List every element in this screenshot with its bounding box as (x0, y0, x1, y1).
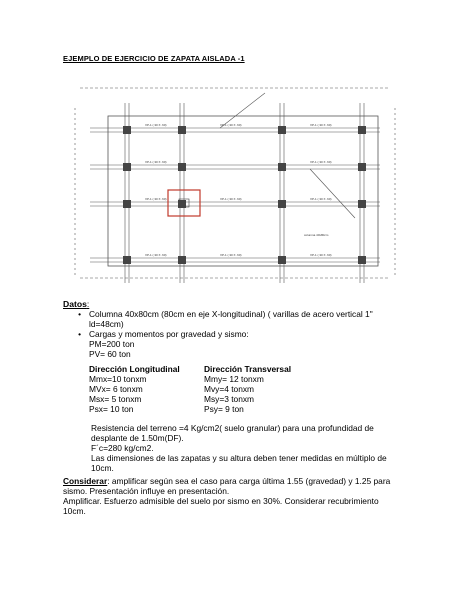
drawing-note: columna 40x80cm (304, 233, 329, 237)
considerar-paragraph: Considerar: amplificar según sea el caso para carga última 1.55 (gravedad) y 1.25 para sismo. Presentación influye en presentación. Amplificar. Esfuerzo admisible del suelo por sismo en 30%. Considerar recubrimiento 10cm. (63, 476, 391, 516)
soil-resistance-paragraph: Resistencia del terreno =4 Kg/cm2( suelo granular) para una profundidad de desplante de 1.50m(DF). F´c=280 kg/cm2. Las dimensiones de las zapatas y su altura deben tener medidas en múltiplo de 10cm. (91, 423, 387, 473)
data-bullet-list (63, 309, 423, 359)
datos-heading: Datos: (63, 299, 90, 309)
document-title: EJEMPLO DE EJERCICIO DE ZAPATA AISLADA -1 (63, 54, 245, 63)
beam-label: VP-1 (.30 X .60) (310, 160, 332, 164)
table-row: Psx= 10 ton Psy= 9 ton (89, 404, 244, 414)
beam-label: VP-1 (.30 X .60) (220, 123, 242, 127)
beam-label: VP-1 (.30 X .60) (145, 197, 167, 201)
beam-label: VP-1 (.30 X .60) (310, 123, 332, 127)
table-row: MVx= 6 tonxm Mvy=4 tonxm (89, 384, 255, 394)
directions-table (89, 364, 291, 414)
list-item: • Columna 40x80cm (80cm en eje X-longitudinal) ( varillas de acero vertical 1" ld=48cm) (78, 309, 373, 329)
table-row: Mmx=10 tonxm Mmy= 12 tonxm (89, 374, 264, 384)
table-row: Msx= 5 tonxm Msy=3 tonxm (89, 394, 255, 404)
beam-label: VP-1 (.30 X .60) (145, 123, 167, 127)
beam-label: VP-1 (.30 X .60) (310, 253, 332, 257)
beam-label: VP-1 (.30 X .60) (220, 197, 242, 201)
considerar-label: Considerar (63, 476, 108, 486)
beam-label: VP-1 (.30 X .60) (310, 197, 332, 201)
table-header: Dirección Longitudinal Dirección Transversal (89, 364, 292, 374)
beam-label: VP-1 (.30 X .60) (220, 253, 242, 257)
structural-plan-drawing (70, 78, 400, 290)
list-item: • Cargas y momentos por gravedad y sismo: PM=200 ton PV= 60 ton (78, 329, 249, 359)
beam-label: VP-1 (.30 X .60) (145, 160, 167, 164)
beam-label: VP-1 (.30 X .60) (145, 253, 167, 257)
